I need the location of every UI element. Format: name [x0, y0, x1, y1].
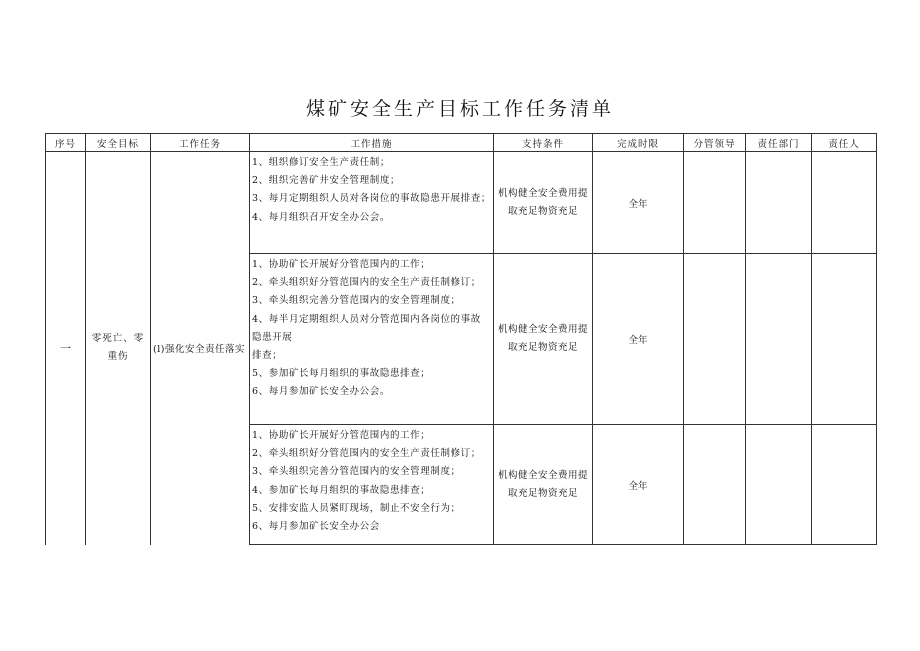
- goal-line: 重伤: [107, 351, 129, 363]
- header-leader: 分管领导: [684, 134, 746, 152]
- person-cell: [812, 152, 877, 254]
- header-person: 责任人: [812, 134, 877, 152]
- header-index: 序号: [46, 134, 86, 152]
- measure-item: 1、组织修订安全生产责任制；: [252, 157, 390, 168]
- department-cell: [746, 152, 812, 254]
- leader-cell: [684, 425, 746, 545]
- measure-item: 3、每月定期组织人员对各岗位的事故隐患开展排查；: [252, 193, 491, 205]
- support-cell: [494, 152, 593, 254]
- measure-item: 3、牵头组织完善分管范围内的安全管理制度；: [252, 295, 461, 307]
- deadline-text: 全年: [628, 335, 648, 346]
- header-goal: 安全目标: [86, 134, 151, 152]
- header-support: 支持条件: [494, 134, 593, 152]
- header-measures: 工作措施: [250, 134, 494, 152]
- person-cell: [812, 425, 877, 545]
- measures-cell: [250, 152, 494, 254]
- measure-item: 4、参加矿长每月组织的事故隐患排查；: [252, 484, 431, 496]
- measure-item: 4、每半月定期组织人员对分管范围内各岗位的事故: [252, 313, 481, 325]
- leader-cell: [684, 254, 746, 425]
- measure-item: 隐患开展: [252, 331, 293, 343]
- goal-cell: [86, 152, 151, 545]
- support-line: 机构健全安全费用提: [497, 469, 588, 481]
- measures-cell: [250, 425, 494, 545]
- measure-item: 2、牵头组织好分管范围内的安全生产责任制修订；: [252, 448, 481, 460]
- support-line: 取充足物资充足: [507, 205, 578, 217]
- row-index: 一: [60, 342, 71, 356]
- task-cell: [151, 152, 250, 545]
- support-line: 机构健全安全费用提: [497, 187, 588, 199]
- measure-item: 5、安排安监人员紧盯现场，制止不安全行为；: [252, 502, 461, 514]
- goal-line: 零死亡、零: [91, 333, 145, 345]
- measure-item: 1、协助矿长开展好分管范围内的工作；: [252, 259, 431, 270]
- measure-item: 排查；: [252, 350, 283, 362]
- leader-cell: [684, 152, 746, 254]
- measure-item: 6、每月参加矿长安全办公会。: [252, 386, 390, 398]
- table-row: [46, 152, 877, 254]
- page-title: 煤矿安全生产目标工作任务清单: [305, 98, 614, 120]
- header-deadline: 完成时限: [593, 134, 684, 152]
- task-table: [45, 133, 877, 545]
- deadline-cell: [593, 152, 684, 254]
- row-index-cell: [46, 152, 86, 545]
- support-line: 取充足物资充足: [507, 487, 578, 499]
- deadline-text: 全年: [628, 198, 648, 210]
- measure-item: 6、每月参加矿长安全办公会: [252, 521, 380, 533]
- measure-item: 1、协助矿长开展好分管范围内的工作；: [252, 430, 431, 441]
- department-cell: [746, 425, 812, 545]
- task-text: (l)强化安全责任落实: [153, 344, 245, 356]
- support-cell: [494, 254, 593, 425]
- support-cell: [494, 425, 593, 545]
- measure-item: 5、参加矿长每月组织的事故隐患排查；: [252, 368, 431, 380]
- measure-item: 4、每月组织召开安全办公会。: [252, 211, 390, 223]
- deadline-cell: [593, 254, 684, 425]
- support-line: 取充足物资充足: [507, 342, 578, 353]
- person-cell: [812, 254, 877, 425]
- header-task: 工作任务: [151, 134, 250, 152]
- measures-cell: [250, 254, 494, 425]
- deadline-cell: [593, 425, 684, 545]
- measure-item: 2、牵头组织好分管范围内的安全生产责任制修订；: [252, 277, 481, 289]
- support-line: 机构健全安全费用提: [497, 324, 588, 335]
- department-cell: [746, 254, 812, 425]
- deadline-text: 全年: [628, 480, 648, 492]
- measure-item: 3、牵头组织完善分管范围内的安全管理制度；: [252, 466, 461, 478]
- header-department: 责任部门: [746, 134, 812, 152]
- table-header-row: [46, 134, 877, 152]
- measure-item: 2、组织完善矿井安全管理制度；: [252, 175, 401, 187]
